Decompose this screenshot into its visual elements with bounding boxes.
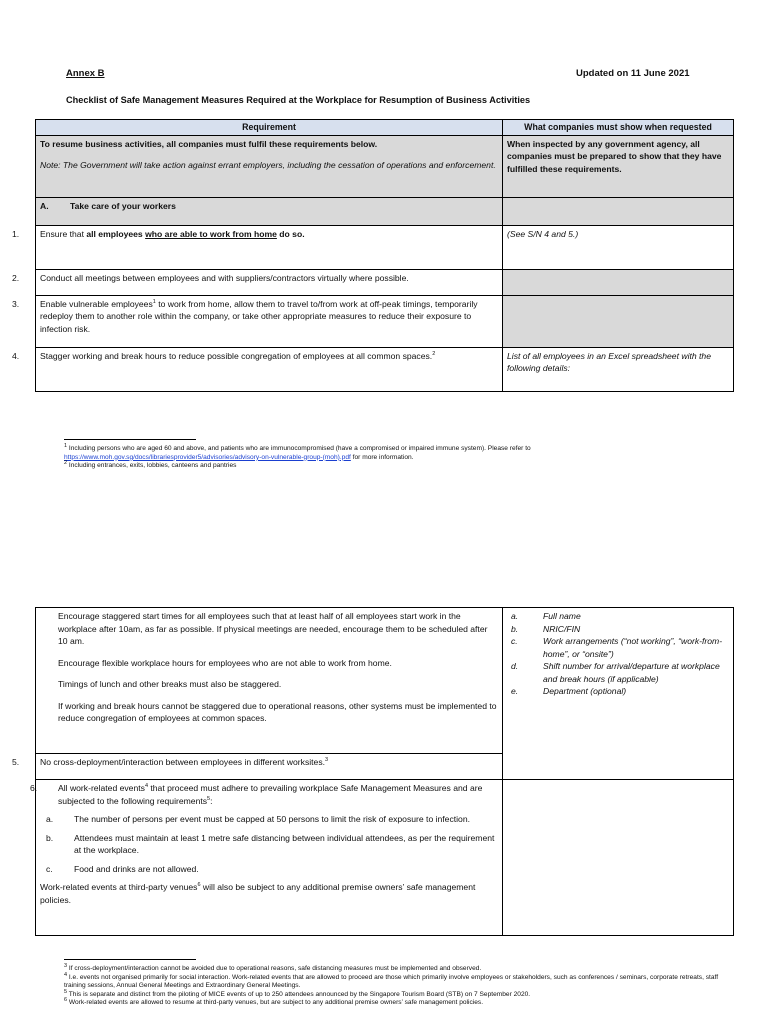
detail-item: c. Work arrangements (“not working”, “work-from-home”, or “onsite”) — [511, 636, 723, 659]
footnote-6: $^6$ Work-related events are allowed to resume at third-party venues, but are subject to any additional premise owners’ safe management policies. — [64, 997, 484, 1007]
requirement-1-show: (See S/N 4 and 5.) — [503, 225, 734, 269]
stagger-paragraph-3: Timings of lunch and other breaks must also be staggered. — [58, 679, 282, 689]
updated-date: Updated on 11 June 2021 — [576, 68, 690, 79]
requirement-row-2: 2. Conduct all meetings between employees and with suppliers/contractors virtually where possible. — [36, 269, 734, 295]
event-requirement-item: c. Food and drinks are not allowed. — [46, 863, 199, 874]
detail-item: d. Shift number for arrival/departure at workplace and break hours (if applicable) — [511, 661, 720, 684]
requirement-row-5: 5. No cross-deployment/interaction between employees in different worksites.$^3$ — [36, 754, 734, 780]
header-what-to-show: What companies must show when requested — [503, 120, 734, 136]
section-a-row — [36, 197, 734, 225]
intro-right-text: When inspected by any government agency, all companies must be prepared to show that they have fulfilled these requirements. — [503, 135, 734, 197]
detail-item: b. NRIC/FIN — [511, 623, 581, 634]
event-requirement-item: a. The number of persons per event must be capped at 50 persons to limit the risk of exposure to infection. — [46, 814, 471, 824]
intro-note: Note: The Government will take action against errant employers, including the cessation of operations and enforcement. — [40, 160, 496, 170]
footnote-3: $^3$ If cross-deployment/interaction cannot be avoided due to operational reasons, safe distancing measures must be implemented and observed. — [64, 962, 482, 972]
footnotes-page-1: $^1$ Including persons who are aged 60 and above, and patients who are immunocompromised (have a compromised or impaired immune system). Please refer to https://www.moh.gov.sg/docs/librariesprovider5/advisories/advisory-on-vulnerable-group-(moh).pdf for more information. $^2$ Including entrances, exits, lobbies, canteens and pantries — [64, 445, 734, 471]
detail-item: e. Department (optional) — [511, 686, 627, 696]
stagger-paragraph-2: Encourage flexible workplace hours for employees who are not able to work from home. — [58, 657, 392, 668]
requirements-table-2 — [12, 607, 734, 936]
third-party-venue-note: Work-related events at third-party venues$^6$ will also be subject to any additional premise owners’ safe management policies. — [40, 882, 476, 905]
footnote-divider-1 — [64, 439, 196, 440]
requirement-row-4-continued — [36, 608, 734, 754]
event-requirements-list — [40, 813, 498, 875]
footnotes-page-2 — [64, 962, 734, 1008]
section-a-title: Take care of your workers — [70, 200, 176, 211]
section-a-letter: A. — [40, 200, 49, 211]
footnote-1: $^1$ Including persons who are aged 60 and above, and patients who are immunocompromised (have a compromised or impaired immune system). Please refer to — [64, 442, 531, 452]
requirements-table-1 — [12, 119, 734, 392]
requirement-row-1: 1. Ensure that all employees who are able to work from home do so. (See S/N 4 and 5.) — [36, 225, 734, 269]
requirement-row-6: 6. All work-related events$^4$ that proceed must adhere to prevailing workplace Safe Management Measures and are subjected to the following requirements$^5$: a. The number of persons per event must be capped at 50 persons to limit the risk of exposure to infection. b. Attendees must maintain at least 1 metre safe distancing between individual attendees, as per the requirement at the workplace. c. Food and drinks are not allowed. Work-related events at third-party venues$^6$ will also be subject to any additional premise owners’ safe management policies. — [36, 780, 734, 936]
footnote-divider-2 — [64, 959, 196, 960]
intro-text: To resume business activities, all companies must fulfil these requirements below. — [40, 138, 378, 149]
employee-details-list — [507, 610, 729, 698]
requirement-row-3: 3. Enable vulnerable employees$^1$ to work from home, allow them to travel to/from work at off-peak timings, temporarily redeploy them to another role within the company, or take other appropriate measures to reduce their exposure to infection risk. — [36, 295, 734, 347]
document-title: Checklist of Safe Management Measures Required at the Workplace for Resumption of Business Activities — [66, 95, 531, 105]
footnote-2: $^2$ Including entrances, exits, lobbies, canteens and pantries — [64, 460, 237, 470]
requirement-row-4: 4. Stagger working and break hours to reduce possible congregation of employees at all common spaces.$^2$ List of all employees in an Excel spreadsheet with the following details: — [36, 347, 734, 391]
event-requirement-item: b. Attendees must maintain at least 1 metre safe distancing between individual attendees, as per the requirement at the workplace. — [46, 832, 495, 855]
header-requirement: Requirement — [36, 120, 503, 136]
stagger-paragraph-4: If working and break hours cannot be staggered due to operational reasons, other systems must be implemented to reduce congregation of employees at common spaces. — [58, 700, 497, 723]
annex-label: Annex B — [66, 68, 105, 79]
stagger-paragraph-1: Encourage staggered start times for all employees such that at least half of all employees start work in the workplace after 10am, as far as possible. If physical meetings are needed, encourage them to be scheduled after 10 am. — [58, 611, 488, 646]
requirement-4-show: List of all employees in an Excel spreadsheet with the following details: — [503, 347, 734, 391]
footnote-4: $^4$ I.e. events not organised primarily for social interaction. Work-related events that are allowed to proceed are those which primarily involve employees or stakeholders, such as conferences / seminars, corporate retreats, staff training sessions, Annual General Meetings and Extraordinary General Meetings. — [64, 971, 719, 990]
intro-row — [36, 135, 734, 197]
footnote-5: $^5$ This is separate and distinct from the piloting of MICE events of up to 250 attendees announced by the Singapore Tourism Board (STB) on 7 September 2020. — [64, 988, 531, 998]
vulnerable-group-advisory-link[interactable]: https://www.moh.gov.sg/docs/librariesprovider5/advisories/advisory-on-vulnerable-group-(moh).pdf — [64, 453, 351, 461]
detail-item: a. Full name — [511, 611, 581, 621]
